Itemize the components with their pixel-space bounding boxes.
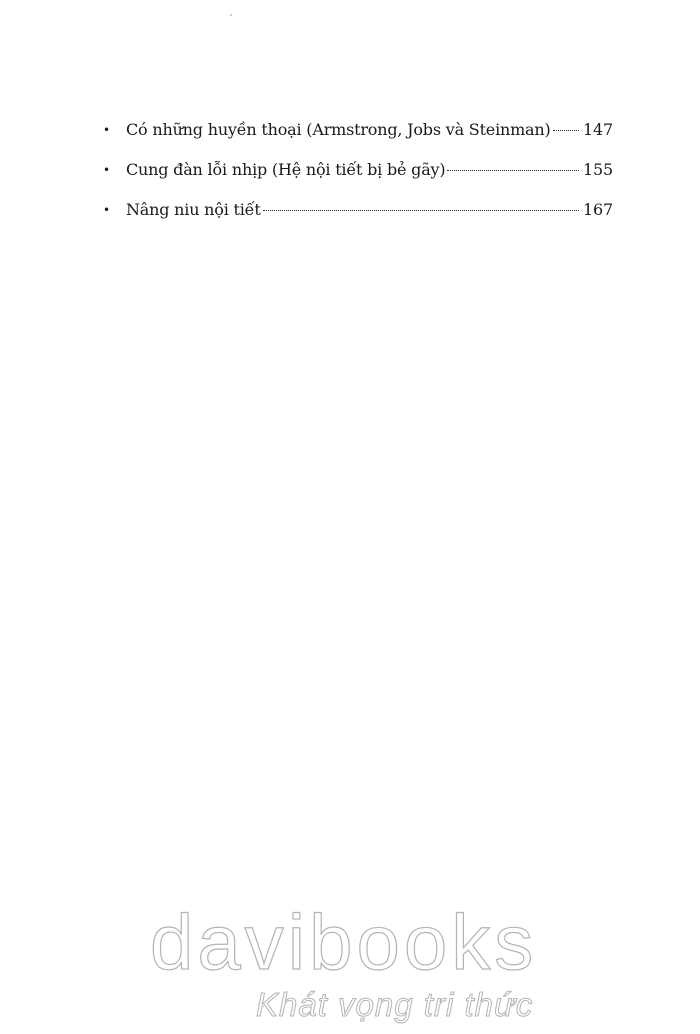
dot-leader: [263, 210, 580, 211]
toc-entry-title: Cung đàn lỗi nhịp (Hệ nội tiết bị bẻ gãy): [126, 160, 446, 179]
publisher-watermark: [0, 885, 700, 1034]
toc-entry-title: Nâng niu nội tiết: [126, 200, 261, 219]
bullet-icon: •: [103, 203, 110, 217]
dot-leader: [447, 170, 579, 171]
toc-entry-page: 147: [583, 120, 613, 139]
toc-entry: [103, 118, 613, 158]
bullet-icon: •: [103, 163, 110, 177]
bullet-icon: •: [103, 123, 110, 137]
paper-speck: [230, 14, 232, 16]
watermark-brand: davibooks: [150, 898, 538, 986]
dot-leader: [553, 130, 579, 131]
toc-entry: [103, 198, 613, 238]
toc-entry-title: Có những huyền thoại (Armstrong, Jobs và Steinman): [126, 120, 551, 139]
toc-entry-page: 167: [583, 200, 613, 219]
toc-entry-page: 155: [583, 160, 613, 179]
watermark-slogan: Khát vọng tri thức: [256, 986, 534, 1023]
toc-entry: [103, 158, 613, 198]
table-of-contents: [103, 118, 613, 238]
